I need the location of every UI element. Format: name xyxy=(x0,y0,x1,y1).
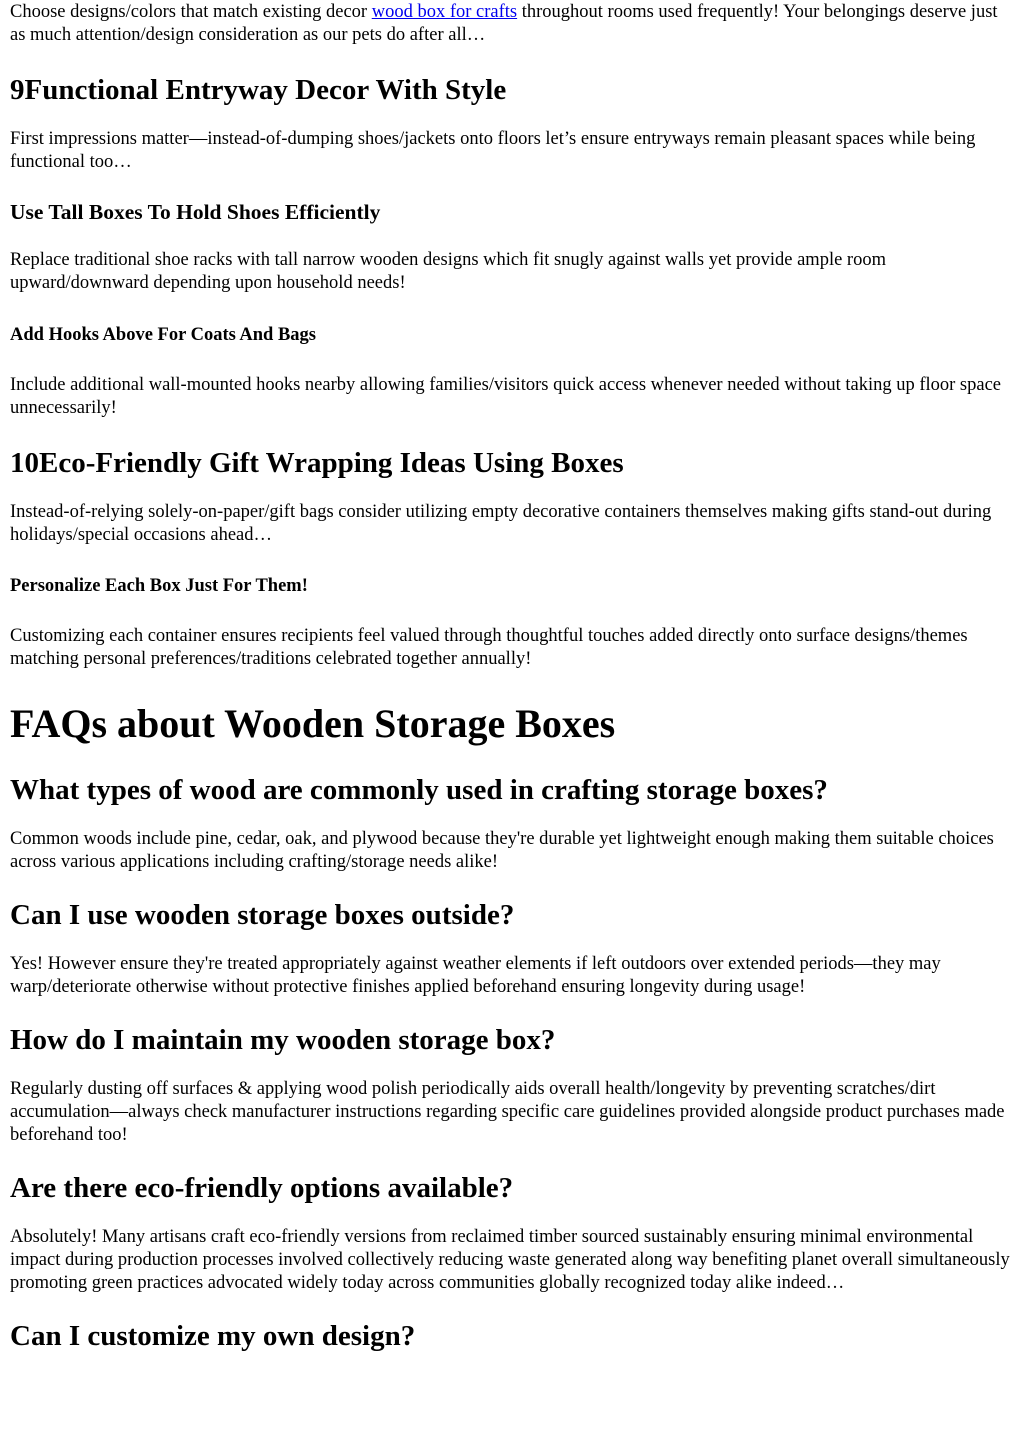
section-10-heading: 10Eco-Friendly Gift Wrapping Ideas Using Boxes xyxy=(10,447,624,479)
personalize-paragraph: Customizing each container ensures recipients feel valued through thoughtful touches added directly onto surface designs/themes matching personal preferences/traditions celebrated together annually! xyxy=(10,626,968,669)
faq-answer: Absolutely! Many artisans craft eco-friendly versions from reclaimed timber sourced sustainably ensuring minimal environmental impact during production processes involved collectively reducing waste generated along way benefiting planet overall simultaneously promoting green practices advocated widely today across communities globally recognized today alike indeed… xyxy=(10,1227,1010,1293)
faq-answer: Common woods include pine, cedar, oak, and plywood because they're durable yet lightweight enough making them suitable choices across various applications including crafting/storage needs alike! xyxy=(10,829,994,872)
section-10-paragraph: Instead-of-relying solely-on-paper/gift bags consider utilizing empty decorative containers themselves making gifts stand-out during holidays/special occasions ahead… xyxy=(10,502,992,545)
faq-answer: Regularly dusting off surfaces & applying wood polish periodically aids overall health/longevity by preventing scratches/dirt accumulation—always check manufacturer instructions regarding specific care guidelines provided alongside product purchases made beforehand too! xyxy=(10,1079,1005,1145)
faq-question: Can I customize my own design? xyxy=(10,1320,416,1352)
faq-question: Are there eco-friendly options available? xyxy=(10,1172,514,1204)
faq-question: Can I use wooden storage boxes outside? xyxy=(10,899,515,931)
intro-paragraph xyxy=(10,1,1014,47)
faq-question: How do I maintain my wooden storage box? xyxy=(10,1024,556,1056)
hooks-subheading: Add Hooks Above For Coats And Bags xyxy=(10,325,317,345)
wood-box-for-crafts-link[interactable]: wood box for crafts xyxy=(371,2,518,22)
article-content xyxy=(0,1,1024,1353)
faq-title: FAQs about Wooden Storage Boxes xyxy=(10,701,616,746)
section-9-paragraph: First impressions matter—instead-of-dumping shoes/jackets onto floors let’s ensure entryways remain pleasant spaces while being functional too… xyxy=(10,129,976,172)
hooks-paragraph: Include additional wall-mounted hooks nearby allowing families/visitors quick access whenever needed without taking up floor space unnecessarily! xyxy=(10,375,1002,418)
section-9-heading: 9Functional Entryway Decor With Style xyxy=(10,74,507,106)
faq-answer: Yes! However ensure they're treated appropriately against weather elements if left outdoors over extended periods—they may warp/deteriorate otherwise without protective finishes applied beforehand ensuring longevity during usage! xyxy=(10,954,941,997)
tall-boxes-subheading: Use Tall Boxes To Hold Shoes Efficiently xyxy=(10,200,381,224)
intro-text-after: throughout rooms used frequently! Your belongings deserve just as much attention/design consideration as our pets do after all… xyxy=(10,2,998,45)
personalize-subheading: Personalize Each Box Just For Them! xyxy=(10,576,308,596)
tall-boxes-paragraph: Replace traditional shoe racks with tall narrow wooden designs which fit snugly against walls yet provide ample room upward/downward depending upon household needs! xyxy=(10,250,886,293)
intro-text-before: Choose designs/colors that match existing decor xyxy=(10,2,372,22)
faq-question: What types of wood are commonly used in crafting storage boxes? xyxy=(10,774,828,806)
